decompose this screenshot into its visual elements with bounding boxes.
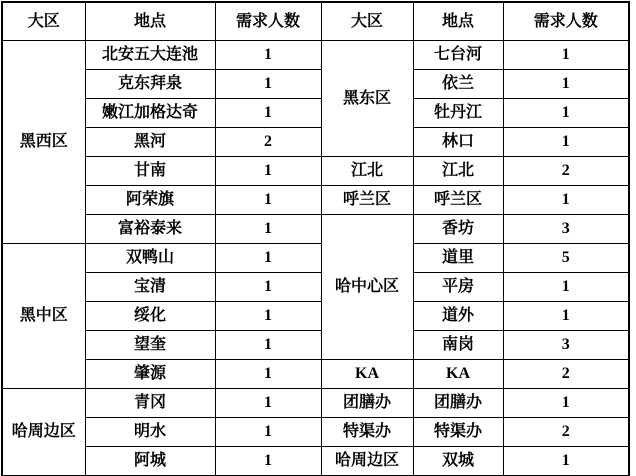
location-cell: 肇源 [85, 360, 215, 389]
demand-table [1, 1, 630, 476]
count-cell: 1 [215, 215, 321, 244]
location-cell: 甘南 [85, 157, 215, 186]
column-header-location-left: 地点 [85, 2, 215, 41]
location-cell: 平房 [413, 273, 503, 302]
count-cell: 2 [503, 418, 629, 447]
location-cell: 江北 [413, 157, 503, 186]
location-cell: 明水 [85, 418, 215, 447]
count-cell: 1 [503, 273, 629, 302]
region-cell: 黑中区 [2, 244, 85, 389]
column-header-region-right: 大区 [321, 2, 413, 41]
count-cell: 2 [503, 360, 629, 389]
count-cell: 1 [503, 70, 629, 99]
count-cell: 3 [503, 215, 629, 244]
count-cell: 1 [503, 41, 629, 70]
table-row [2, 215, 629, 244]
location-cell: 香坊 [413, 215, 503, 244]
count-cell: 1 [215, 418, 321, 447]
location-cell: 绥化 [85, 302, 215, 331]
column-header-headcount-left: 需求人数 [215, 2, 321, 41]
location-cell: 七台河 [413, 41, 503, 70]
location-cell: KA [413, 360, 503, 389]
count-cell: 1 [215, 302, 321, 331]
location-cell: 嫩江加格达奇 [85, 99, 215, 128]
region-cell: 哈周边区 [321, 447, 413, 476]
column-header-region-left: 大区 [2, 2, 85, 41]
table-row [2, 41, 629, 70]
count-cell: 1 [215, 186, 321, 215]
table-row [2, 389, 629, 418]
count-cell: 5 [503, 244, 629, 273]
table-row [2, 128, 629, 157]
table-row [2, 360, 629, 389]
location-cell: 牡丹江 [413, 99, 503, 128]
count-cell: 2 [215, 128, 321, 157]
table-row [2, 99, 629, 128]
table-row [2, 244, 629, 273]
region-cell: 呼兰区 [321, 186, 413, 215]
location-cell: 依兰 [413, 70, 503, 99]
count-cell: 1 [215, 360, 321, 389]
location-cell: 道外 [413, 302, 503, 331]
count-cell: 1 [215, 331, 321, 360]
count-cell: 1 [503, 128, 629, 157]
count-cell: 1 [503, 389, 629, 418]
location-cell: 青冈 [85, 389, 215, 418]
count-cell: 1 [503, 302, 629, 331]
region-cell: 哈中心区 [321, 215, 413, 360]
region-cell: 特渠办 [321, 418, 413, 447]
location-cell: 阿荣旗 [85, 186, 215, 215]
location-cell: 宝清 [85, 273, 215, 302]
region-cell: 黑西区 [2, 41, 85, 244]
count-cell: 1 [215, 389, 321, 418]
column-header-location-right: 地点 [413, 2, 503, 41]
location-cell: 黑河 [85, 128, 215, 157]
header-row [2, 2, 629, 41]
count-cell: 1 [503, 447, 629, 476]
location-cell: 南岗 [413, 331, 503, 360]
count-cell: 1 [215, 273, 321, 302]
location-cell: 双鸭山 [85, 244, 215, 273]
table-row [2, 302, 629, 331]
table-row [2, 418, 629, 447]
location-cell: 道里 [413, 244, 503, 273]
region-cell: KA [321, 360, 413, 389]
count-cell: 3 [503, 331, 629, 360]
count-cell: 1 [503, 186, 629, 215]
location-cell: 呼兰区 [413, 186, 503, 215]
table-row [2, 331, 629, 360]
count-cell: 1 [215, 244, 321, 273]
table-row [2, 186, 629, 215]
location-cell: 北安五大连池 [85, 41, 215, 70]
location-cell: 富裕泰来 [85, 215, 215, 244]
location-cell: 双城 [413, 447, 503, 476]
location-cell: 克东拜泉 [85, 70, 215, 99]
region-cell: 团膳办 [321, 389, 413, 418]
location-cell: 团膳办 [413, 389, 503, 418]
column-header-headcount-right: 需求人数 [503, 2, 629, 41]
region-cell: 江北 [321, 157, 413, 186]
region-cell: 哈周边区 [2, 389, 85, 476]
count-cell: 1 [215, 41, 321, 70]
location-cell: 特渠办 [413, 418, 503, 447]
location-cell: 望奎 [85, 331, 215, 360]
table-row [2, 70, 629, 99]
table-row [2, 157, 629, 186]
table-row [2, 273, 629, 302]
count-cell: 2 [503, 157, 629, 186]
region-cell: 黑东区 [321, 41, 413, 157]
count-cell: 1 [215, 99, 321, 128]
table-row [2, 447, 629, 476]
count-cell: 1 [215, 447, 321, 476]
count-cell: 1 [215, 70, 321, 99]
count-cell: 1 [503, 99, 629, 128]
location-cell: 阿城 [85, 447, 215, 476]
count-cell: 1 [215, 157, 321, 186]
location-cell: 林口 [413, 128, 503, 157]
